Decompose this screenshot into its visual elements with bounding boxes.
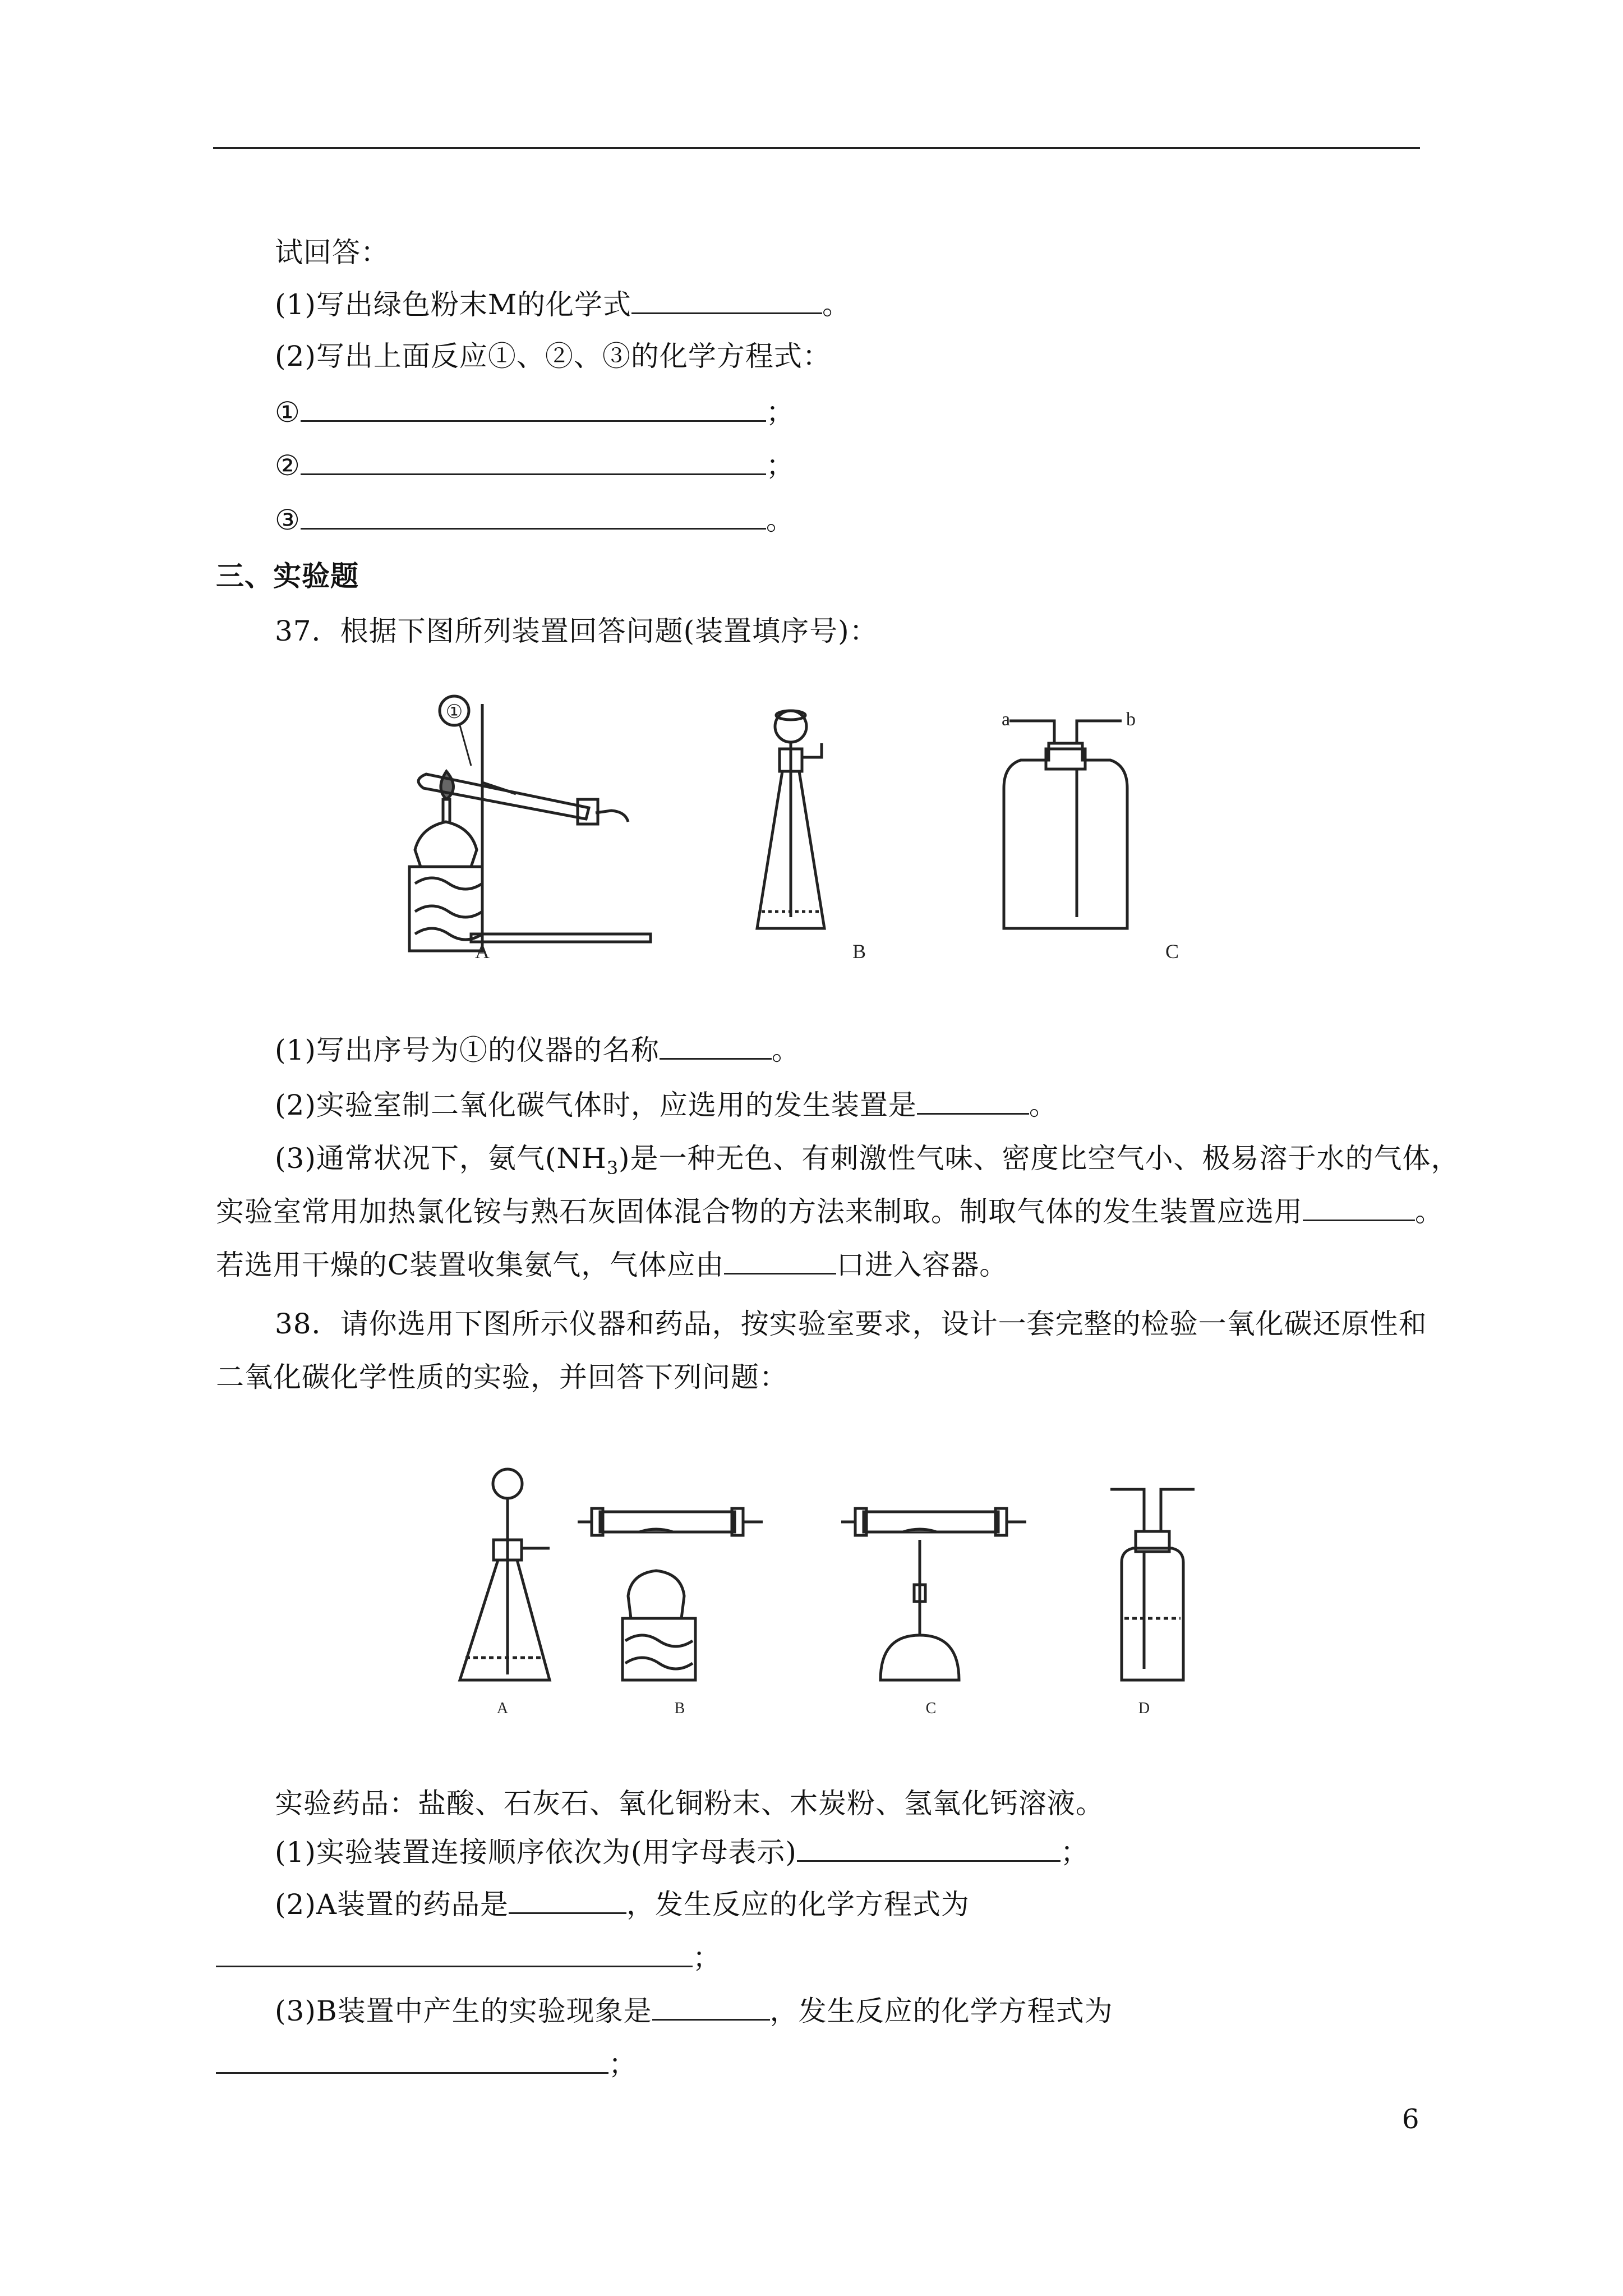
equation-3-end: 。 [766,504,795,536]
equation-1-marker: ① [275,396,301,429]
question-38-3-text: (3)B装置中产生的实验现象是 [275,1995,652,2027]
figure-2-label-d: D [1138,1700,1150,1717]
question-1 [275,288,851,321]
port-a-label: a [1002,709,1011,730]
question-37-1-text: (1)写出序号为①的仪器的名称 [275,1034,660,1066]
question-37-2 [275,1088,1058,1122]
question-38-2 [275,1888,970,1921]
answer-intro: 试回答： [275,236,389,269]
instrument-label-circle: ① [445,701,463,723]
page-number: 6 [1402,2104,1419,2135]
equation-3 [275,503,795,537]
answer-blank[interactable] [509,1888,626,1914]
answer-blank[interactable] [660,1033,772,1060]
question-2: (2)写出上面反应①、②、③的化学方程式： [275,340,831,372]
question-38-3 [275,1994,1113,2028]
answer-blank[interactable] [1303,1195,1415,1221]
question-37-3-line3-text: 若选用干燥的C装置收集氨气，气体应由 [216,1249,725,1281]
figure-1-label-b: B [852,940,866,963]
apparatus-b [757,711,824,928]
question-38-2-end: ； [693,1941,721,1974]
question-38-3-line2 [216,2047,637,2081]
question-37-3-line2-text: 实验室常用加热氯化铵与熟石灰固体混合物的方法来制取。制取气体的发生装置应选用 [216,1195,1303,1228]
apparatus-2d [1110,1489,1195,1680]
answer-blank[interactable] [917,1088,1029,1115]
question-38-3-end: ； [608,2048,637,2081]
equation-1 [275,395,795,429]
question-37-1 [275,1033,800,1067]
answer-blank[interactable] [652,1994,770,2021]
answer-blank[interactable] [301,395,766,422]
answer-blank[interactable] [216,1941,693,1967]
question-37-3-line3 [216,1248,1008,1282]
equation-2-marker: ② [275,449,301,482]
equation-1-end: ； [766,396,795,429]
answer-blank[interactable] [631,288,822,314]
question-1-text: (1)写出绿色粉末M的化学式 [275,288,632,321]
figure-2-label-b: B [674,1700,685,1717]
question-37: 37．根据下图所列装置回答问题(装置填序号)： [275,615,878,647]
figure-2-label-a: A [496,1700,509,1717]
question-38-line2: 二氧化碳化学性质的实验，并回答下列问题： [216,1361,788,1393]
question-37-3-line3-end: 口进入容器。 [836,1249,1008,1281]
equation-3-marker: ③ [275,504,301,536]
subscript: 3 [606,1157,619,1179]
question-37-3-text-cont: )是一种无色、有刺激性气味、密度比空气小、极易溶于水的气体， [619,1142,1460,1175]
question-38-3-mid: ，发生反应的化学方程式为 [769,1995,1113,2027]
question-38-1-text: (1)实验装置连接顺序依次为(用字母表示) [275,1836,797,1869]
question-37-3 [275,1142,1460,1185]
apparatus-c [1004,721,1127,928]
question-38-2-mid: ，发生反应的化学方程式为 [626,1888,970,1921]
question-1-end: 。 [822,288,851,321]
apparatus-figure-1 [387,687,1262,979]
apparatus-2a [460,1469,550,1680]
question-37-1-end: 。 [771,1034,800,1066]
question-38-1 [275,1835,1089,1869]
port-b-label: b [1126,709,1136,730]
answer-blank[interactable] [301,449,766,475]
question-37-3-line2 [216,1195,1444,1228]
experiment-drugs: 实验药品：盐酸、石灰石、氧化铜粉末、木炭粉、氢氧化钙溶液。 [275,1787,1104,1820]
apparatus-2b [578,1508,763,1680]
question-38: 38．请你选用下图所示仪器和药品，按实验室要求，设计一套完整的检验一氧化碳还原性和 [275,1308,1427,1340]
question-37-2-text: (2)实验室制二氧化碳气体时，应选用的发生装置是 [275,1089,917,1121]
question-38-1-end: ； [1060,1836,1089,1869]
section-heading: 三、实验题 [216,560,359,592]
apparatus-figure-2 [437,1450,1256,1719]
figure-1-label-a: A [475,940,490,963]
answer-blank[interactable] [216,2047,608,2074]
question-38-2-text: (2)A装置的药品是 [275,1888,509,1921]
answer-blank[interactable] [724,1248,836,1274]
apparatus-2c [841,1508,1026,1680]
equation-2 [275,449,795,482]
answer-blank[interactable] [797,1835,1061,1862]
apparatus-a [409,696,651,951]
question-37-2-end: 。 [1029,1089,1058,1121]
question-37-3-line2-end: 。 [1415,1195,1444,1228]
figure-2-label-c: C [925,1700,937,1717]
header-rule [213,147,1420,149]
figure-1-label-c: C [1165,940,1179,963]
question-37-3-text: (3)通常状况下，氨气(NH [275,1142,607,1175]
question-38-2-line2 [216,1941,721,1975]
equation-2-end: ； [766,449,795,482]
answer-blank[interactable] [301,503,766,530]
